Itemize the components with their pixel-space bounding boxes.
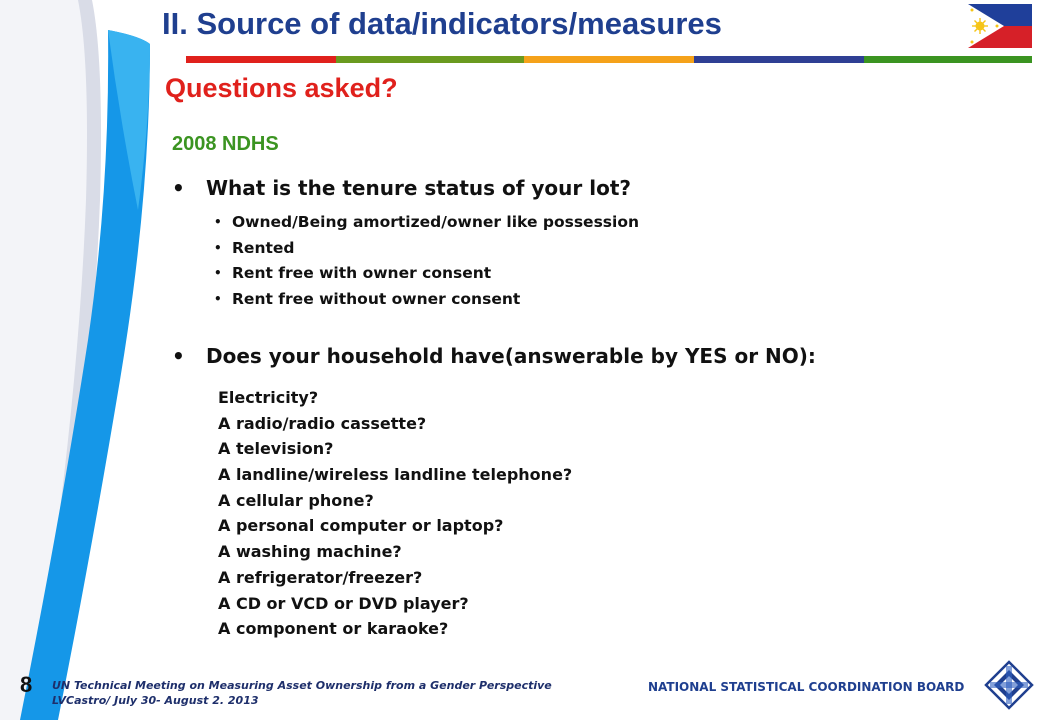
bullet-icon: •	[214, 240, 222, 255]
list-item: • Rent free without owner consent	[210, 287, 639, 313]
stripe-segment-darkgreen	[864, 56, 1032, 63]
slide-subtitle: Questions asked?	[165, 73, 398, 103]
list-item: A radio/radio cassette?	[218, 413, 427, 433]
household-question-text: Does your household have(answerable by YES or NO):	[206, 344, 816, 368]
stripe-segment-red	[186, 56, 336, 63]
household-items-list	[218, 385, 572, 642]
bullet-icon: •	[172, 176, 185, 200]
bullet-icon: •	[214, 292, 222, 307]
footer-meeting-line2: LVCastro/ July 30- August 2. 2013	[52, 694, 259, 707]
list-item: A component or karaoke?	[218, 619, 449, 639]
bullet-icon: •	[214, 215, 222, 229]
footer-organization: NATIONAL STATISTICAL COORDINATION BOARD	[648, 680, 965, 694]
slide-title: II. Source of data/indicators/measures	[162, 6, 722, 41]
list-item: • Owned/Being amortized/owner like possession	[210, 210, 639, 236]
stripe-segment-orange	[524, 56, 694, 63]
footer-meeting-info	[52, 678, 552, 708]
list-item: Electricity?	[218, 388, 319, 407]
stripe-segment-blue	[694, 56, 864, 63]
tenure-question	[172, 176, 631, 200]
survey-name: 2008 NDHS	[172, 133, 279, 155]
philippine-flag-icon	[968, 4, 1032, 48]
list-item: • Rented	[210, 236, 639, 262]
list-item: A refrigerator/freezer?	[218, 567, 423, 587]
household-question	[172, 344, 816, 368]
page-number: 8	[20, 672, 33, 697]
bullet-icon: •	[214, 266, 222, 281]
left-decorative-swoosh	[0, 0, 160, 720]
title-color-stripe	[186, 56, 1032, 63]
list-item: • Rent free with owner consent	[210, 261, 639, 287]
list-item: A landline/wireless landline telephone?	[218, 465, 573, 485]
bullet-icon: •	[172, 344, 185, 368]
tenure-question-text: What is the tenure status of your lot?	[206, 176, 631, 200]
list-item: A television?	[218, 439, 334, 459]
list-item: A CD or VCD or DVD player?	[218, 593, 469, 613]
list-item: A cellular phone?	[218, 490, 374, 510]
footer-meeting-line1: UN Technical Meeting on Measuring Asset Ownership from a Gender Perspective	[52, 679, 552, 692]
nscb-logo-icon	[984, 660, 1034, 710]
list-item: A washing machine?	[218, 542, 402, 562]
stripe-segment-green	[336, 56, 524, 63]
tenure-options-list	[210, 210, 639, 313]
list-item: A personal computer or laptop?	[218, 516, 504, 536]
